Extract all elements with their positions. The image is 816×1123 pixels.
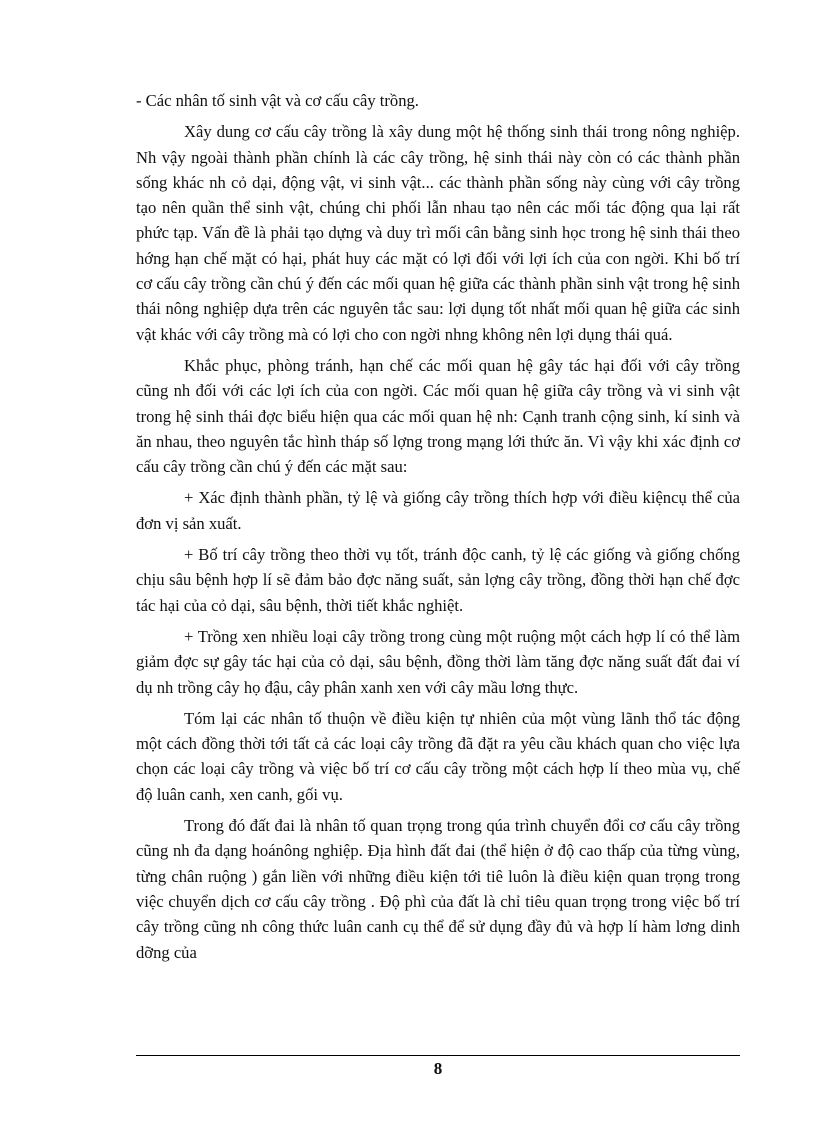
paragraph-relations: Khắc phục, phòng tránh, hạn chế các mối quan hệ gây tác hại đối với cây trồng cũng nh đối với các lợi ích của con ngời. Các mối quan hệ giữa cây trồng và vi sinh vật trong hệ sinh thái đợc biểu hiện qua các mối quan hệ nh: Cạnh tranh cộng sinh, kí sinh và ăn nhau, theo nguyên tắc hình tháp số lợng trong mạng lới thức ăn. Vì vậy khi xác định cơ cấu cây trồng cần chú ý đến các mặt sau: xyxy=(136,355,740,477)
heading-line: - Các nhân tố sinh vật và cơ cấu cây trồng. xyxy=(136,91,419,110)
list-item-intercropping: + Trồng xen nhiều loại cây trồng trong cùng một ruộng một cách hợp lí có thể làm giảm đợc sự gây tác hại của cỏ dại, sâu bệnh, đồng thời làm tăng đợc năng suất đất đai ví dụ nh trồng cây họ đậu, cây phân xanh xen với cây mầu lơng thực. xyxy=(136,626,740,697)
paragraph-land: Trong đó đất đai là nhân tố quan trọng trong qúa trình chuyển đổi cơ cấu cây trồng cũng nh đa dạng hoánông nghiệp. Địa hình đất đai (thể hiện ở độ cao thấp của từng vùng, từng chân ruộng ) gắn liền với những điều kiện tới tiê luôn là điều kiện quan trọng trong việc chuyển dịch cơ cấu cây trồng . Độ phì của đất là chỉ tiêu quan trọng trong việc bố trí cây trồng cũng nh công thức luân canh cụ thể để sử dụng đầy đủ và hợp lí hàm lơng dinh dỡng của xyxy=(136,816,740,962)
paragraph-summary: Tóm lại các nhân tố thuộn về điều kiện tự nhiên của một vùng lãnh thổ tác động một cách đồng thời tới tất cả các loại cây trồng đã đặt ra yêu cầu khách quan cho việc lựa chọn các loại cây trồng và việc bố trí cơ cấu cây trồng một cách hợp lí theo mùa vụ, chế độ luân canh, xen canh, gối vụ. xyxy=(136,708,740,804)
footer-rule xyxy=(136,1055,740,1056)
paragraph-ecosystem: Xây dung cơ cấu cây trồng là xây dung một hệ thống sinh thái trong nông nghiệp. Nh vậy ngoài thành phần chính là các cây trồng, hệ sinh thái này còn có các thành phần sống khác nh cỏ dại, động vật, vi sinh vật... các thành phần sống này cùng với cây trồng tạo nên quần thể sinh vật, chúng chi phối lẫn nhau tạo nên các mối tác động qua lại rất phức tạp. Vấn đề là phải tạo dựng và duy trì mối cân bằng sinh học trong hệ sinh thái theo hớng hạn chế mặt có hại, phát huy các mặt có lợi đối với lợi ích của con ngời. Khi bố trí cơ cấu cây trồng cần chú ý đến các mối quan hệ giữa các thành phần sinh vật trong hệ sinh thái nông nghiệp dựa trên các nguyên tắc sau: lợi dụng tốt nhất mối quan hệ giữa các sinh vật khác với cây trồng mà có lợi cho con ngời nhng không nên lợi dụng thái quá. xyxy=(136,122,740,344)
page-number: 8 xyxy=(433,1059,443,1078)
document-page xyxy=(136,88,740,965)
list-item-season: + Bố trí cây trồng theo thời vụ tốt, tránh độc canh, tỷ lệ các giống và giống chống chịu sâu bệnh hợp lí sẽ đảm bảo đợc năng suất, sản lợng cây trồng, đồng thời hạn chế đợc tác hại của cỏ dại, sâu bệnh, thời tiết khắc nghiệt. xyxy=(136,545,740,615)
list-item-composition: + Xác định thành phần, tỷ lệ và giống cây trồng thích hợp với điều kiệncụ thể của đơn vị sản xuất. xyxy=(136,488,740,533)
